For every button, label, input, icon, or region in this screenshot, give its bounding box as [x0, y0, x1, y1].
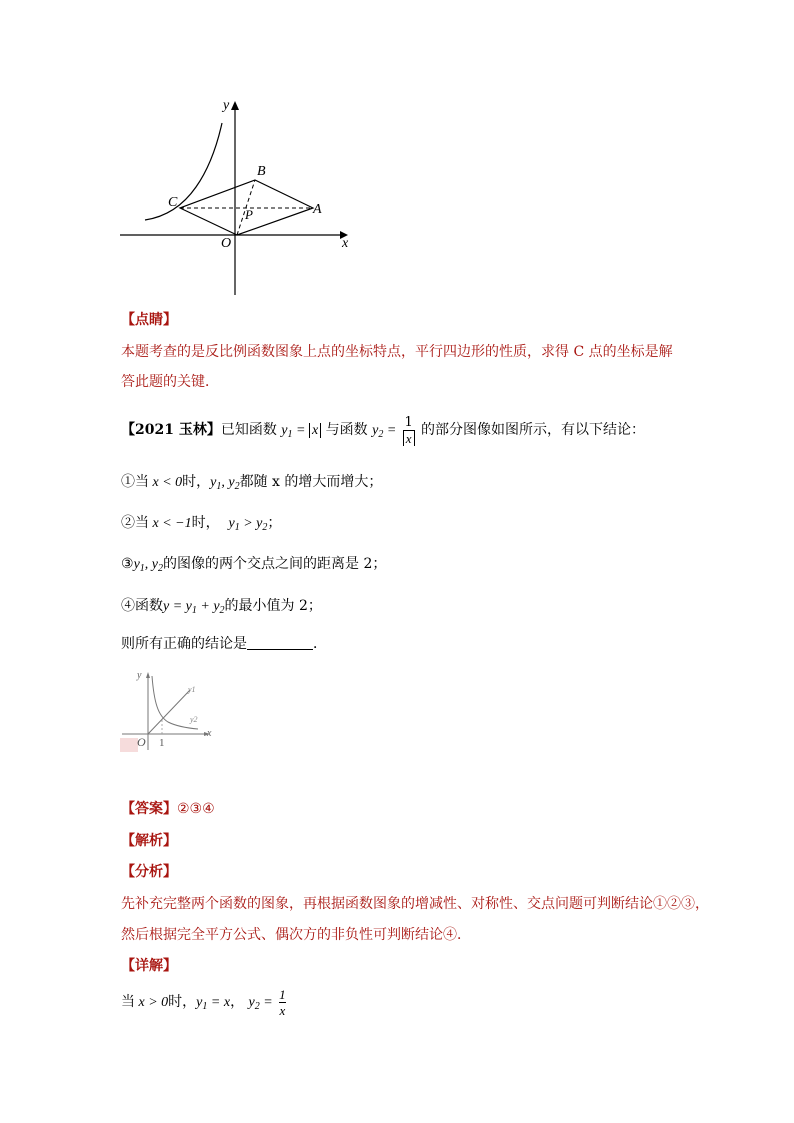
detail-y1: $y_1 = x$ [196, 995, 231, 1012]
answer-heading: 【答案】 [121, 801, 177, 817]
graph2-label-y2: y2 [190, 715, 198, 724]
statement-1 [121, 472, 382, 497]
ask-end: ． [313, 636, 327, 652]
question-source: 【2021 玉林】 [121, 422, 221, 438]
label-B: B [257, 164, 266, 179]
s1-formula: x < 0 [149, 475, 183, 490]
label-O: O [221, 236, 232, 251]
fenxi-line2-end: ． [457, 927, 471, 943]
detail-line [121, 982, 288, 1027]
graph2-y-arrow [146, 672, 150, 678]
label-C: C [168, 195, 178, 210]
s4-formula: $y = y_1 + y_2$ [163, 599, 225, 616]
answer-line [121, 799, 215, 819]
detail-text-c: ， [230, 994, 245, 1010]
graph2-label-y: y [137, 670, 142, 681]
s3-text-b: 的图像的两个交点之间的距离是 2； [163, 556, 387, 572]
detail-y2: $y_2$ = [248, 995, 273, 1012]
dianjing-heading: 【点睛】 [121, 312, 177, 328]
statement-4 [121, 596, 322, 621]
s1-vars: $y_1$, $y_2$ [210, 475, 240, 492]
fenxi-line1-end: ， [695, 896, 709, 912]
stem-text-a: 已知函数 [220, 422, 277, 438]
stem-text-b: 与函数 [325, 422, 368, 438]
s3-vars: $y_1$, $y_2$ [133, 557, 163, 574]
fenxi-line2-mark: ④ [443, 927, 457, 943]
s3-text-a: ③ [121, 556, 134, 572]
s2-text-a: ②当 [121, 515, 149, 531]
fenxi-line1-text: 先补充完整两个函数的图象，再根据函数图象的增减性、对称性、交点问题可判断结论 [121, 896, 653, 912]
fraction-denominator: x [403, 430, 415, 446]
s4-text-a: ④函数 [121, 598, 163, 614]
figure-parallelogram [110, 95, 370, 300]
formula-y1-abs: $y_1 = x$ [281, 423, 321, 438]
s2-text-c: ； [267, 515, 282, 531]
s1-text-c: 都随 x 的增大而增大； [239, 474, 383, 490]
jiexi-heading: 【解析】 [121, 833, 177, 849]
formula-y2: $y_2$ = [372, 423, 397, 440]
y-axis-arrow [231, 101, 239, 110]
fraction-numerator: 1 [404, 414, 413, 430]
detail-fraction [279, 987, 286, 1018]
fenxi-line1-marks: ①②③ [653, 896, 695, 912]
answer-value: ②③④ [177, 801, 215, 817]
fenxi-heading: 【分析】 [121, 864, 177, 880]
dianjing-line2: 答此题的关键． [121, 374, 219, 390]
s2-formula: x < −1 [149, 516, 192, 531]
detail-fraction-den: x [279, 1002, 286, 1018]
label-y: y [223, 98, 230, 113]
xiangjie-heading: 【详解】 [121, 958, 177, 974]
statement-3 [121, 554, 386, 579]
s2-inequality: $y_1 > y_2$ [228, 516, 268, 533]
detail-text-b: 时， [168, 994, 197, 1010]
question-stem [121, 412, 645, 453]
answer-blank [247, 635, 313, 650]
detail-text-a: 当 [121, 994, 135, 1010]
s1-text-b: 时， [182, 474, 211, 490]
fenxi-line2 [121, 925, 471, 945]
graph2-label-y1: y1 [188, 685, 196, 694]
label-x: x [342, 236, 349, 251]
graph2-label-one: 1 [159, 737, 165, 749]
graph2-label-O: O [137, 735, 146, 749]
dianjing-line1: 本题考查的是反比例函数图象上点的坐标特点，平行四边形的性质，求得 C 点的坐标是解 [121, 344, 673, 360]
fenxi-line2-text: 然后根据完全平方公式、偶次方的非负性可判断结论 [121, 927, 443, 943]
label-A: A [313, 202, 322, 217]
inverse-curve [145, 123, 222, 220]
stem-text-c: 的部分图像如图所示，有以下结论： [420, 422, 645, 438]
detail-condition: x > 0 [135, 995, 169, 1010]
graph2-label-x: x [207, 728, 212, 739]
s1-text-a: ①当 [121, 474, 149, 490]
question-ask [121, 634, 327, 654]
figure-function-graph [118, 662, 218, 754]
s2-text-b: 时， [191, 515, 220, 531]
s4-text-b: 的最小值为 2； [224, 598, 322, 614]
statement-2 [121, 513, 281, 538]
detail-fraction-num: 1 [279, 986, 286, 1002]
watermark-corner [120, 738, 138, 752]
fenxi-line1 [121, 894, 709, 914]
label-P: P [245, 207, 253, 222]
ask-text: 则所有正确的结论是 [121, 636, 247, 652]
fraction-1-over-abs-x [403, 415, 415, 446]
